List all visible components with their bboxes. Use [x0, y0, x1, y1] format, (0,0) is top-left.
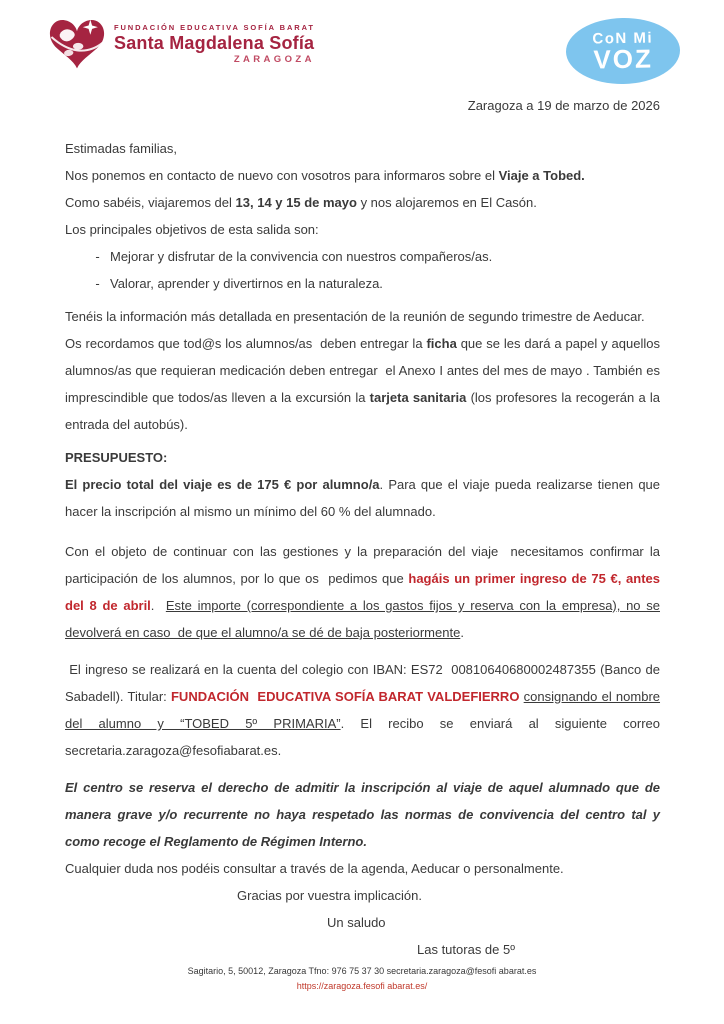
signature-line: Las tutoras de 5º: [417, 942, 515, 957]
payment-text: Con el objeto de continuar con las gestiones y la preparación del viaje necesitamos confirmar la participación de los alumnos, por lo que os pedimos que: [65, 544, 660, 586]
logo-text: [114, 23, 315, 65]
paragraph-reminder: [65, 330, 660, 438]
salutation: Estimadas familias,: [65, 141, 177, 156]
con-mi-voz-badge: [565, 17, 680, 85]
bullet-text: Valorar, aprender y divertirnos en la naturaleza.: [110, 276, 383, 291]
ficha-bold: ficha: [426, 336, 457, 351]
reminder-text: que se les dará a papel y aquellos alumnos/as que requieran medicación deben entregar el Anexo I antes del mes de mayo . También es imprescindible que todos/as lleven a la excursión la: [65, 336, 660, 405]
thanks-line: Gracias por vuestra implicación.: [237, 888, 422, 903]
trip-dates: 13, 14 y 15 de mayo: [235, 195, 357, 210]
payment-text: .: [460, 625, 464, 640]
payment-deadline-red: hagáis un primer ingreso de 75 €, antes del 8 de abril: [65, 571, 660, 613]
account-text: . El recibo se enviará al siguiente correo secretaria.zaragoza@fesofiabarat.es.: [65, 716, 661, 758]
footer-address: Sagitario, 5, 50012, Zaragoza Tfno: 976 75 37 30 secretaria.zaragoza@fesofi abarat.es: [187, 966, 537, 976]
badge-line1: CoN Mi: [592, 29, 654, 48]
paragraph-price: [65, 471, 660, 525]
school-logo: [48, 16, 315, 72]
header: [0, 0, 724, 84]
budget-heading: PRESUPUESTO:: [65, 450, 168, 465]
footer: [0, 964, 724, 994]
footer-website-link[interactable]: https://zaragoza.fesofi abarat.es/: [296, 981, 428, 991]
intro-text: Nos ponemos en contacto de nuevo con vosotros para informaros sobre el: [65, 168, 499, 183]
letter-body: [65, 135, 660, 963]
paragraph-objectives: Los principales objetivos de esta salida son:: [65, 222, 319, 237]
bullet-dash: -: [95, 249, 100, 264]
paragraph-intro: [65, 162, 660, 189]
paragraph-payment: [65, 538, 660, 646]
tarjeta-bold: tarjeta sanitaria: [369, 390, 467, 405]
list-item: [65, 270, 660, 297]
account-holder-red: FUNDACIÓN EDUCATIVA SOFÍA BARAT VALDEFIERRO: [170, 689, 520, 704]
logo-school-name: Santa Magdalena Sofía: [114, 33, 315, 53]
dates-post: y nos alojaremos en El Casón.: [356, 195, 537, 210]
dates-pre: Como sabéis, viajaremos del: [65, 195, 236, 210]
payment-text: .: [150, 598, 166, 613]
price-rest: . Para que el viaje pueda realizarse tienen que hacer la inscripción al mismo un mínimo del 60 % del alumnado.: [65, 477, 661, 519]
logo-city: ZARAGOZA: [233, 54, 315, 65]
paragraph-policy: El centro se reserva el derecho de admitir la inscripción al viaje de aquel alumnado que de manera grave y/o recurrente no haya respetado las normas de convivencia del centro tal y como recoge el Reglamento de Régimen Interno.: [65, 780, 660, 849]
heart-world-star-icon: [48, 16, 106, 72]
bullet-text: Mejorar y disfrutar de la convivencia con nuestros compañeros/as.: [110, 249, 493, 264]
transfer-concept-underline: consignando el nombre del alumno y “TOBED 5º PRIMARIA”: [65, 689, 661, 731]
paragraph-questions: Cualquier duda nos podéis consultar a través de la agenda, Aeducar o personalmente.: [65, 861, 564, 876]
badge-line2: VOZ: [593, 43, 654, 75]
paragraph-info: Tenéis la información más detallada en presentación de la reunión de segundo trimestre de Aeducar.: [65, 309, 645, 324]
reminder-text: Os recordamos que tod@s los alumnos/as deben entregar la: [65, 336, 427, 351]
paragraph-dates: [65, 189, 660, 216]
paragraph-account: [65, 656, 660, 764]
bullet-dash: -: [95, 276, 100, 291]
non-refund-underline: Este importe (correspondiente a los gastos fijos y reserva con la empresa), no se devolverá en caso de que el alumno/a se dé de baja posteriormente: [65, 598, 660, 640]
logo-foundation-line: FUNDACIÓN EDUCATIVA SOFÍA BARAT: [114, 23, 315, 32]
price-bold: El precio total del viaje es de 175 € por alumno/a: [65, 477, 380, 492]
account-text: El ingreso se realizará en la cuenta del colegio con IBAN: ES72 00810640680002487355 (Banco de Sabadell). Titular:: [65, 662, 660, 704]
farewell-line: Un saludo: [327, 915, 386, 930]
trip-name: Viaje a Tobed.: [498, 168, 585, 183]
date-line: Zaragoza a 19 de marzo de 2026: [467, 98, 660, 113]
reminder-text: (los profesores la recogerán a la entrada del autobús).: [65, 390, 660, 432]
list-item: [65, 243, 660, 270]
